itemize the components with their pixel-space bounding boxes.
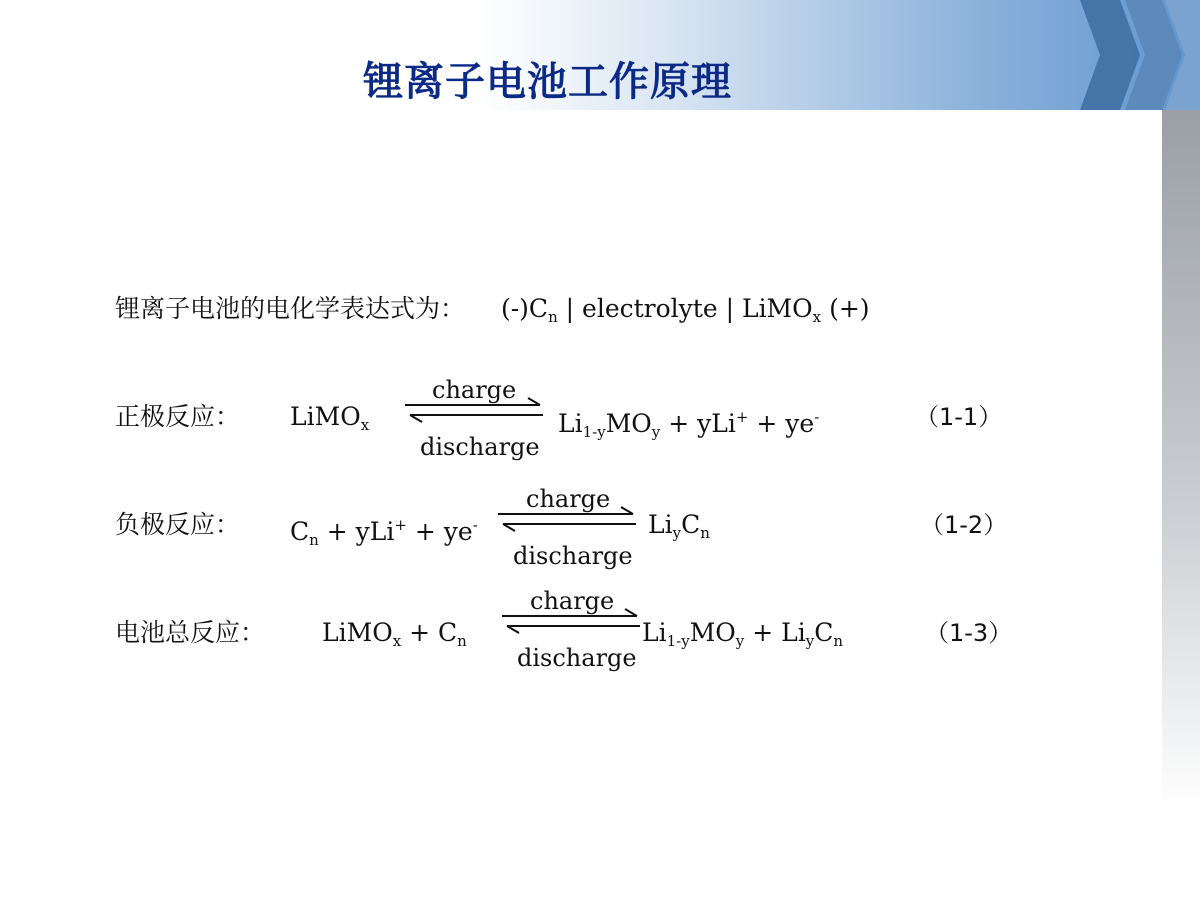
side-accent-bar xyxy=(1162,110,1200,810)
reaction-1-discharge-label: discharge xyxy=(420,433,540,461)
reaction-2-label: 负极反应： xyxy=(115,510,241,539)
reaction-2-number: （1-2） xyxy=(920,511,1008,539)
reaction-1-number: （1-1） xyxy=(915,403,1003,431)
reaction-2-discharge-label: discharge xyxy=(513,542,633,570)
reaction-3-left: LiMO$_x$ + $C_n$ xyxy=(322,618,467,650)
reaction-1-label: 正极反应： xyxy=(115,402,241,431)
slide-title: 锂离子电池工作原理 xyxy=(363,59,732,105)
reaction-1-left: LiMO$_x$ xyxy=(290,402,370,434)
reaction-1-charge-label: charge xyxy=(432,376,517,404)
expression-label: 锂离子电池的电化学表达式为： xyxy=(115,294,466,323)
reaction-3-label: 电池总反应： xyxy=(115,618,266,647)
reaction-2-right: $Li_yC_n$ xyxy=(648,510,710,542)
expression-line xyxy=(115,294,870,332)
expression-formula: $(-)C_n$ | electrolyte | LiMO$_x$ (+) xyxy=(500,294,870,326)
reaction-3-number: （1-3） xyxy=(925,619,1013,647)
reaction-2-left: $C_n + yLi^+ + ye^-$ xyxy=(290,516,478,549)
reaction-3-charge-label: charge xyxy=(530,587,615,615)
reaction-3-right: $Li_{1-y}MO_y + Li_yC_n$ xyxy=(642,618,844,650)
chevron-decoration-icon xyxy=(1040,0,1200,110)
reaction-1-right: $Li_{1-y}MO_y + yLi^+ + ye^-$ xyxy=(558,408,820,441)
reaction-2-charge-label: charge xyxy=(526,485,611,513)
reaction-3-discharge-label: discharge xyxy=(517,644,637,672)
